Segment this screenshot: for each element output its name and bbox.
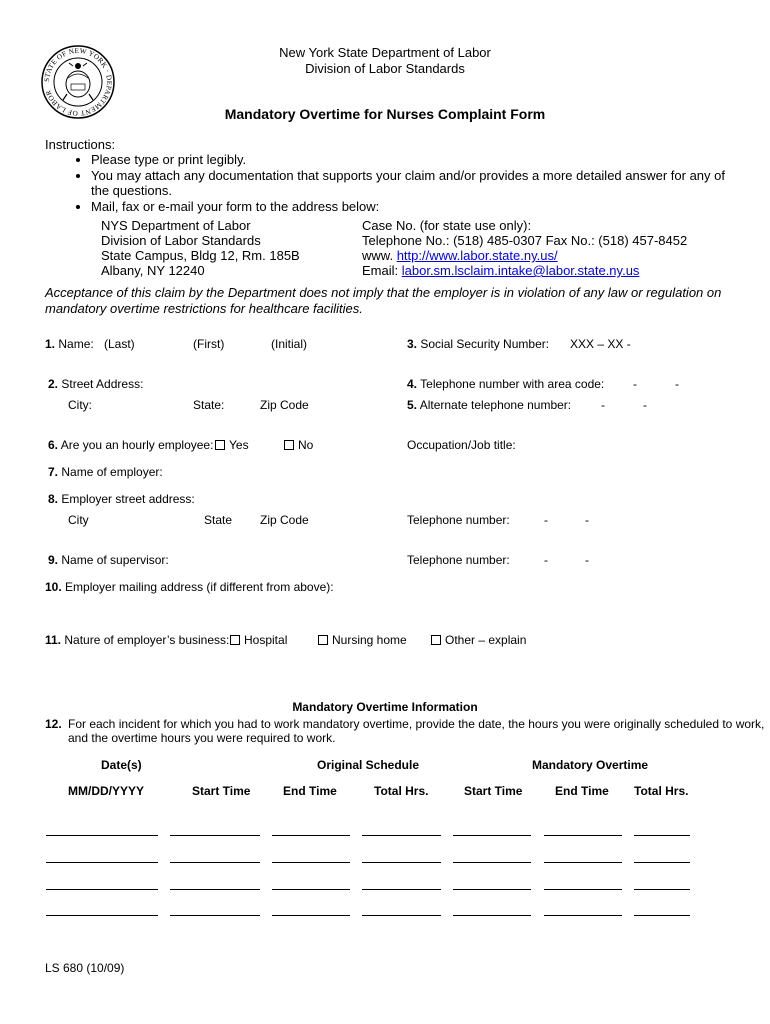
entry-line[interactable] xyxy=(46,835,158,836)
nursing-home-label: Nursing home xyxy=(332,633,407,647)
col-orig-end: End Time xyxy=(283,784,337,798)
q4-number: 4. xyxy=(407,377,418,391)
entry-line[interactable] xyxy=(362,862,441,863)
q10-number: 10. xyxy=(45,580,62,594)
q2-street xyxy=(48,377,143,391)
entry-line[interactable] xyxy=(453,915,531,916)
form-title: Mandatory Overtime for Nurses Complaint Form xyxy=(224,106,546,122)
yes-label: Yes xyxy=(229,438,249,452)
hospital-label: Hospital xyxy=(244,633,288,647)
entry-line[interactable] xyxy=(544,862,622,863)
entry-line[interactable] xyxy=(46,889,158,890)
entry-line[interactable] xyxy=(362,889,441,890)
group-mandatory: Mandatory Overtime xyxy=(532,758,649,772)
q7-number: 7. xyxy=(48,465,59,479)
name-last: (Last) xyxy=(104,337,135,351)
col-date: MM/DD/YYYY xyxy=(68,784,145,798)
entry-line[interactable] xyxy=(544,835,622,836)
col-mand-total: Total Hrs. xyxy=(634,784,689,798)
hospital-checkbox[interactable] xyxy=(230,635,240,645)
overtime-section-title: Mandatory Overtime Information xyxy=(292,700,478,714)
col-orig-total: Total Hrs. xyxy=(374,784,429,798)
name-initial: (Initial) xyxy=(271,337,308,351)
dash: - xyxy=(643,398,647,412)
q8-label: Employer street address: xyxy=(61,492,195,506)
name-first: (First) xyxy=(193,337,225,351)
entry-line[interactable] xyxy=(634,862,690,863)
entry-line[interactable] xyxy=(46,862,158,863)
q6-hourly xyxy=(48,438,213,452)
no-label: No xyxy=(298,438,314,452)
no-checkbox[interactable] xyxy=(284,440,294,450)
instruction-item: • Mail, fax or e-mail your form to the address below: xyxy=(91,199,741,215)
address-line: State Campus, Bldg 12, Rm. 185B xyxy=(101,248,300,263)
department-name: New York State Department of Labor xyxy=(279,45,491,60)
q3-label: Social Security Number: xyxy=(420,337,550,351)
entry-line[interactable] xyxy=(362,915,441,916)
q4-telephone xyxy=(407,377,604,391)
city-label: City: xyxy=(68,398,92,412)
group-original: Original Schedule xyxy=(317,758,420,772)
website-line xyxy=(362,248,558,263)
entry-line[interactable] xyxy=(170,835,260,836)
entry-line[interactable] xyxy=(362,835,441,836)
zip-label: Zip Code xyxy=(260,513,309,527)
q7-label: Name of employer: xyxy=(61,465,163,479)
q1-number: 1. xyxy=(45,337,56,351)
instruction-item: • You may attach any documentation that supports your claim and/or provides a more detailed answer for any of the questions. xyxy=(91,168,741,199)
q12-number xyxy=(45,717,62,731)
col-orig-start: Start Time xyxy=(192,784,251,798)
q8-employer-address xyxy=(48,492,195,506)
dash: - xyxy=(675,377,679,391)
entry-line[interactable] xyxy=(453,862,531,863)
entry-line[interactable] xyxy=(634,915,690,916)
q5-label: Alternate telephone number: xyxy=(419,398,572,412)
q11-label: Nature of employer’s business: xyxy=(64,633,230,647)
q11-number: 11. xyxy=(45,633,62,647)
entry-line[interactable] xyxy=(544,915,622,916)
q10-label: Employer mailing address (if different from above): xyxy=(65,580,334,594)
entry-line[interactable] xyxy=(453,835,531,836)
seal-text: STATE OF NEW YORK · DEPARTMENT OF LABOR xyxy=(42,46,114,118)
other-checkbox[interactable] xyxy=(431,635,441,645)
entry-line[interactable] xyxy=(272,835,350,836)
telephone-fax: Telephone No.: (518) 485-0307 Fax No.: (518) 457-8452 xyxy=(362,233,688,248)
q3-ssn xyxy=(407,337,549,351)
business-other[interactable] xyxy=(431,633,526,647)
state-label: State: xyxy=(193,398,225,412)
entry-line[interactable] xyxy=(272,889,350,890)
dash: - xyxy=(601,398,605,412)
q7-employer xyxy=(48,465,163,479)
q6-number: 6. xyxy=(48,438,59,452)
entry-line[interactable] xyxy=(170,889,260,890)
dash: - xyxy=(585,553,589,567)
entry-line[interactable] xyxy=(46,915,158,916)
q5-alternate-telephone xyxy=(407,398,571,412)
supervisor-telephone-label: Telephone number: xyxy=(407,553,510,567)
entry-line[interactable] xyxy=(272,862,350,863)
yes-checkbox[interactable] xyxy=(215,440,225,450)
dash: - xyxy=(633,377,637,391)
entry-line[interactable] xyxy=(170,915,260,916)
q1-name xyxy=(45,337,94,351)
employer-telephone-label: Telephone number: xyxy=(407,513,510,527)
q12-num: 12. xyxy=(45,717,62,731)
business-nursing-home[interactable] xyxy=(318,633,407,647)
city-label: City xyxy=(68,513,89,527)
entry-line[interactable] xyxy=(634,835,690,836)
q9-supervisor xyxy=(48,553,169,567)
dash: - xyxy=(544,513,548,527)
entry-line[interactable] xyxy=(634,889,690,890)
entry-line[interactable] xyxy=(272,915,350,916)
q12-text-2: and the overtime hours you were required to work. xyxy=(68,731,336,745)
q1-label: Name: xyxy=(58,337,94,351)
q4-label: Telephone number with area code: xyxy=(420,377,605,391)
address-line: Albany, NY 12240 xyxy=(101,263,205,278)
occupation-label: Occupation/Job title: xyxy=(407,438,516,452)
dash: - xyxy=(544,553,548,567)
q12-text-1: For each incident for which you had to work mandatory overtime, provide the date, the hours you were originally scheduled to work, xyxy=(68,717,765,731)
dash: - xyxy=(585,513,589,527)
business-hospital[interactable] xyxy=(230,633,287,647)
other-label: Other – explain xyxy=(445,633,527,647)
instructions-heading: Instructions: xyxy=(45,137,116,152)
disclaimer: Acceptance of this claim by the Department does not imply that the employer is in violation of any law or regulation on mandatory overtime restrictions for healthcare facilities. xyxy=(45,285,722,316)
zip-label: Zip Code xyxy=(260,398,309,412)
entry-line[interactable] xyxy=(453,889,531,890)
q10-mailing-address xyxy=(45,580,334,594)
address-line: NYS Department of Labor xyxy=(101,218,251,233)
q9-number: 9. xyxy=(48,553,59,567)
q2-label: Street Address: xyxy=(61,377,144,391)
q9-label: Name of supervisor: xyxy=(61,553,169,567)
address-line: Division of Labor Standards xyxy=(101,233,261,248)
instructions-list xyxy=(66,152,741,214)
entry-line[interactable] xyxy=(544,889,622,890)
hourly-no[interactable] xyxy=(284,438,313,452)
email-prefix: Email: xyxy=(362,263,399,278)
q5-number: 5. xyxy=(407,398,418,412)
instruction-item: • Please type or print legibly. xyxy=(91,152,741,168)
entry-line[interactable] xyxy=(170,862,260,863)
q11-business xyxy=(45,633,229,647)
email-link[interactable]: labor.sm.lsclaim.intake@labor.state.ny.us xyxy=(401,263,640,278)
case-number: Case No. (for state use only): xyxy=(362,218,532,233)
group-dates: Date(s) xyxy=(101,758,142,772)
email-line xyxy=(362,263,639,278)
q3-number: 3. xyxy=(407,337,418,351)
division-name: Division of Labor Standards xyxy=(305,61,465,76)
q8-number: 8. xyxy=(48,492,59,506)
www-prefix: www. xyxy=(362,248,394,263)
q6-label: Are you an hourly employee: xyxy=(60,438,214,452)
website-link[interactable]: http://www.labor.state.ny.us/ xyxy=(396,248,558,263)
form-code: LS 680 (10/09) xyxy=(45,961,125,975)
ssn-value[interactable]: XXX – XX - xyxy=(570,337,631,351)
nursing-home-checkbox[interactable] xyxy=(318,635,328,645)
hourly-yes[interactable] xyxy=(215,438,249,452)
col-mand-end: End Time xyxy=(555,784,609,798)
q2-number: 2. xyxy=(48,377,59,391)
col-mand-start: Start Time xyxy=(464,784,523,798)
state-label: State xyxy=(204,513,233,527)
